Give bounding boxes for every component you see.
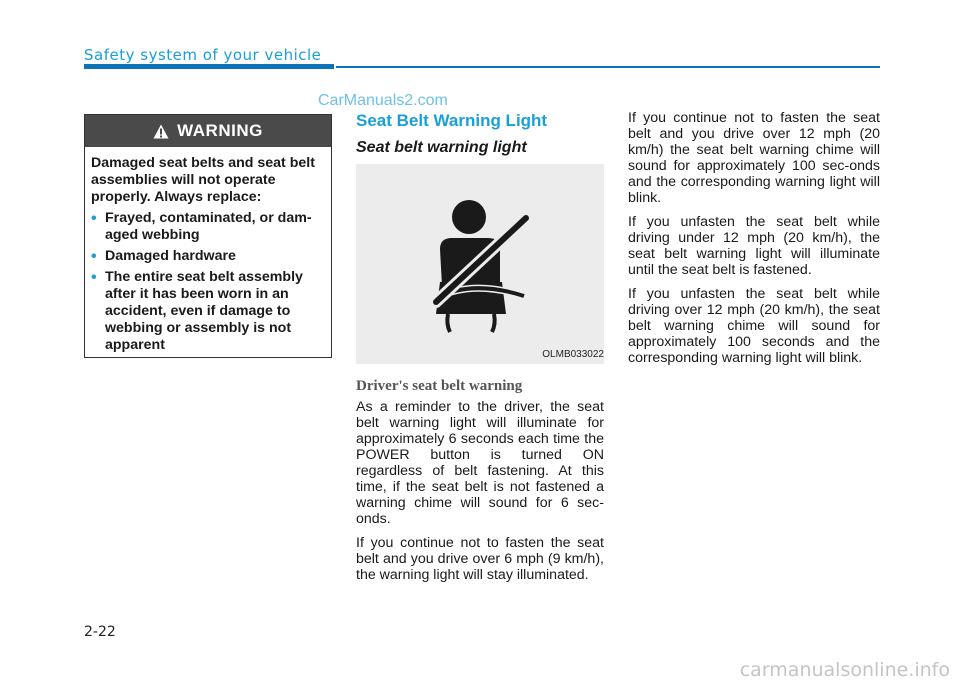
paragraph: If you continue not to fasten the seat belt and you drive over 12 mph (20 km/h) the seat belt warning chime will sound for approximately 100 sec-onds and the corresponding warning light will blink. xyxy=(628,110,880,206)
watermark-top[interactable]: CarManuals2.com xyxy=(318,92,448,109)
warning-body xyxy=(85,147,331,354)
section-header-title: Safety system of your vehicle xyxy=(84,46,322,64)
warning-list-item: • Frayed, contaminated, or dam-aged webbing xyxy=(91,210,325,244)
driver-warning-heading: Driver's seat belt warning xyxy=(356,378,523,394)
paragraph: As a reminder to the driver, the seat belt warning light will illuminate for approximately 6 seconds each time the POWER button is turned ON regardless of belt fastening. At this time, if the seat belt is not fastened a warning chime will sound for 6 sec-onds. xyxy=(356,399,604,527)
column-middle xyxy=(356,110,604,591)
paragraph: If you unfasten the seat belt while driving under 12 mph (20 km/h), the seat belt warning light will illuminate until the seat belt is fastened. xyxy=(628,214,880,278)
section-title: Seat Belt Warning Light xyxy=(356,111,548,130)
warning-triangle-icon xyxy=(153,124,169,139)
warning-light-figure xyxy=(356,164,604,364)
header-rule-thin xyxy=(336,66,880,68)
page-number: 2-22 xyxy=(84,624,116,640)
warning-label: WARNING xyxy=(177,121,263,140)
warning-list-item: • The entire seat belt assembly after it has been worn in an accident, even if damage to webbing or assembly is not apparent xyxy=(91,269,325,354)
seat-belt-warning-icon xyxy=(356,164,604,364)
column-right xyxy=(628,110,880,374)
figure-caption: Seat belt warning light xyxy=(356,139,527,156)
warning-list-item: • Damaged hardware xyxy=(91,248,325,265)
warning-list xyxy=(91,210,325,354)
watermark-bottom[interactable]: carmanualsonline.info xyxy=(739,659,950,681)
paragraph: If you unfasten the seat belt while driving over 12 mph (20 km/h), the seat belt warning chime will sound for approximately 100 seconds and the corresponding warning light will blink. xyxy=(628,286,880,366)
header-rule-thick xyxy=(84,64,334,69)
paragraph: If you continue not to fasten the seat belt and you drive over 6 mph (9 km/h), the warning light will stay illuminated. xyxy=(356,535,604,583)
warning-header xyxy=(85,115,331,147)
figure-code: OLMB033022 xyxy=(542,349,604,360)
warning-box xyxy=(84,114,332,358)
warning-intro: Damaged seat belts and seat belt assemblies will not operate properly. Always replace: xyxy=(91,155,315,205)
